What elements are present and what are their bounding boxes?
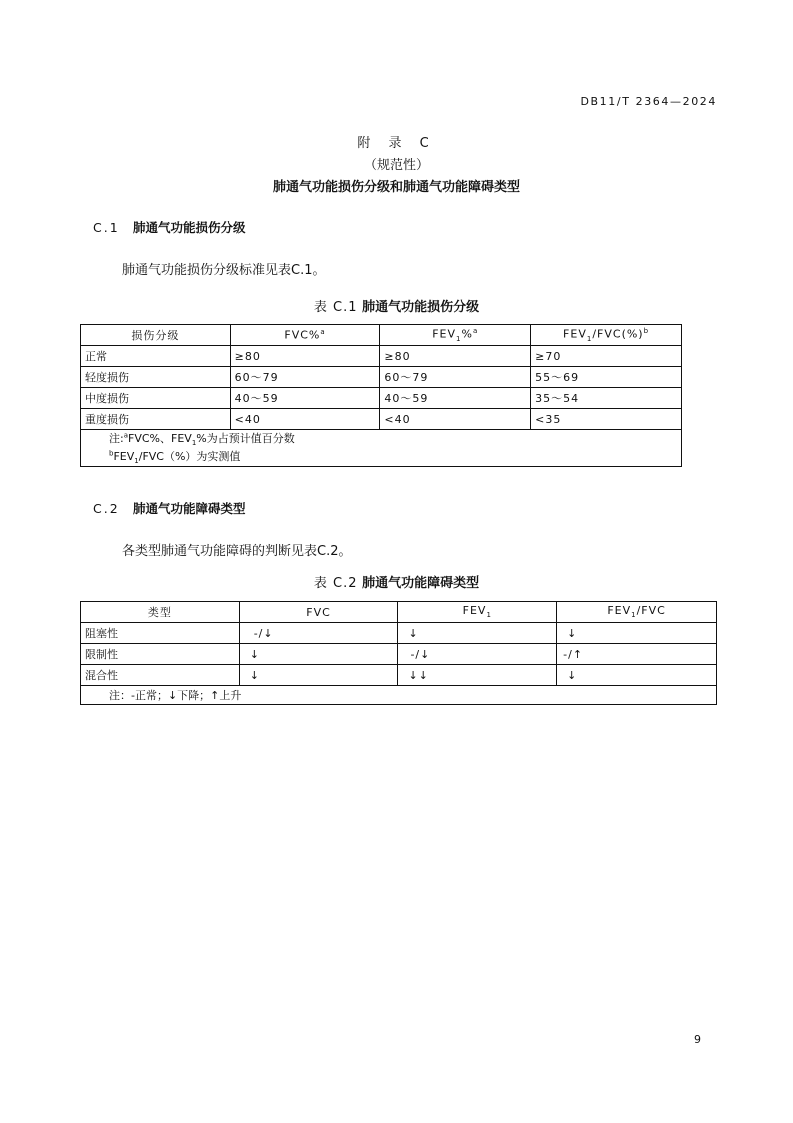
table-note-row	[81, 686, 717, 705]
table-caption-title: 肺通气功能障碍类型	[362, 576, 480, 591]
table-cell: 35～54	[531, 388, 682, 409]
table-row	[81, 644, 717, 665]
table-cell: ≥70	[531, 346, 682, 367]
table-row	[81, 346, 682, 367]
table-cell: <40	[230, 409, 380, 430]
document-code: DB11/T 2364—2024	[580, 95, 717, 108]
table-cell: <40	[380, 409, 531, 430]
section-number: C.1	[93, 220, 120, 235]
page-number: 9	[694, 1033, 701, 1046]
table-row	[81, 665, 717, 686]
table-cell: -/↑	[557, 644, 717, 665]
appendix-label: 附 录 C	[357, 136, 436, 151]
table-cell: ↓	[557, 623, 717, 644]
table-header-row	[81, 602, 717, 623]
table-caption-number: 表 C.1	[313, 300, 358, 315]
table-row	[81, 623, 717, 644]
table-lung-function-grading	[80, 324, 682, 467]
table-cell: ↓	[239, 644, 398, 665]
appendix-nature: （规范性）	[363, 158, 429, 173]
table-cell: 55～69	[531, 367, 682, 388]
table-caption-c1	[0, 296, 793, 315]
table-cell: ↓	[239, 665, 398, 686]
table-cell: ↓↓	[398, 665, 557, 686]
table-caption-c2	[0, 572, 793, 591]
table-cell: 40～59	[380, 388, 531, 409]
table-cell: 阻塞性	[81, 623, 240, 644]
table-cell: 轻度损伤	[81, 367, 231, 388]
table-note: 注：-正常；↓下降；↑上升	[81, 686, 717, 705]
table-cell: -/↓	[239, 623, 398, 644]
table-cell: ↓	[557, 665, 717, 686]
header-cell: FVC	[239, 602, 398, 623]
section-number: C.2	[93, 501, 120, 516]
table-cell: 重度损伤	[81, 409, 231, 430]
header-cell: $FEV_1\%^a$	[380, 325, 531, 346]
header-cell: FVC%$^a$	[230, 325, 380, 346]
table-header-row	[81, 325, 682, 346]
table-note: 注:$^a$FVC%、$FEV_1\%$为占预计值百分数	[81, 430, 682, 449]
section-heading-c2	[93, 499, 246, 517]
section-paragraph: 各类型肺通气功能障碍的判断见表C.2。	[122, 544, 352, 559]
section-title: 肺通气功能损伤分级	[132, 220, 246, 235]
table-note-row	[81, 448, 682, 467]
table-cell: ↓	[398, 623, 557, 644]
table-cell: 60～79	[230, 367, 380, 388]
table-note-row	[81, 430, 682, 449]
header-cell: 类型	[81, 602, 240, 623]
header-cell: $FEV_1/FVC(\%)^b$	[531, 325, 682, 346]
table-note: $^bFEV_1/FVC(\%)$为实测值	[81, 448, 682, 467]
table-cell: 中度损伤	[81, 388, 231, 409]
table-cell: 正常	[81, 346, 231, 367]
header-cell: $FEV_1$	[398, 602, 557, 623]
table-ventilation-dysfunction-types	[80, 601, 717, 705]
table-cell: ≥80	[230, 346, 380, 367]
table-caption-number: 表 C.2	[313, 576, 358, 591]
table-cell: 60～79	[380, 367, 531, 388]
table-cell: 限制性	[81, 644, 240, 665]
table-caption-title: 肺通气功能损伤分级	[362, 300, 480, 315]
table-row	[81, 388, 682, 409]
table-cell: 40～59	[230, 388, 380, 409]
table-cell: -/↓	[398, 644, 557, 665]
table-cell: <35	[531, 409, 682, 430]
header-cell: $FEV_1$/FVC	[557, 602, 717, 623]
section-heading-c1	[93, 218, 246, 236]
section-title: 肺通气功能障碍类型	[132, 501, 246, 516]
appendix-title: 肺通气功能损伤分级和肺通气功能障碍类型	[272, 180, 520, 195]
header-cell: 损伤分级	[81, 325, 231, 346]
table-row	[81, 367, 682, 388]
section-paragraph: 肺通气功能损伤分级标准见表C.1。	[122, 263, 326, 278]
table-cell: ≥80	[380, 346, 531, 367]
table-cell: 混合性	[81, 665, 240, 686]
table-row	[81, 409, 682, 430]
